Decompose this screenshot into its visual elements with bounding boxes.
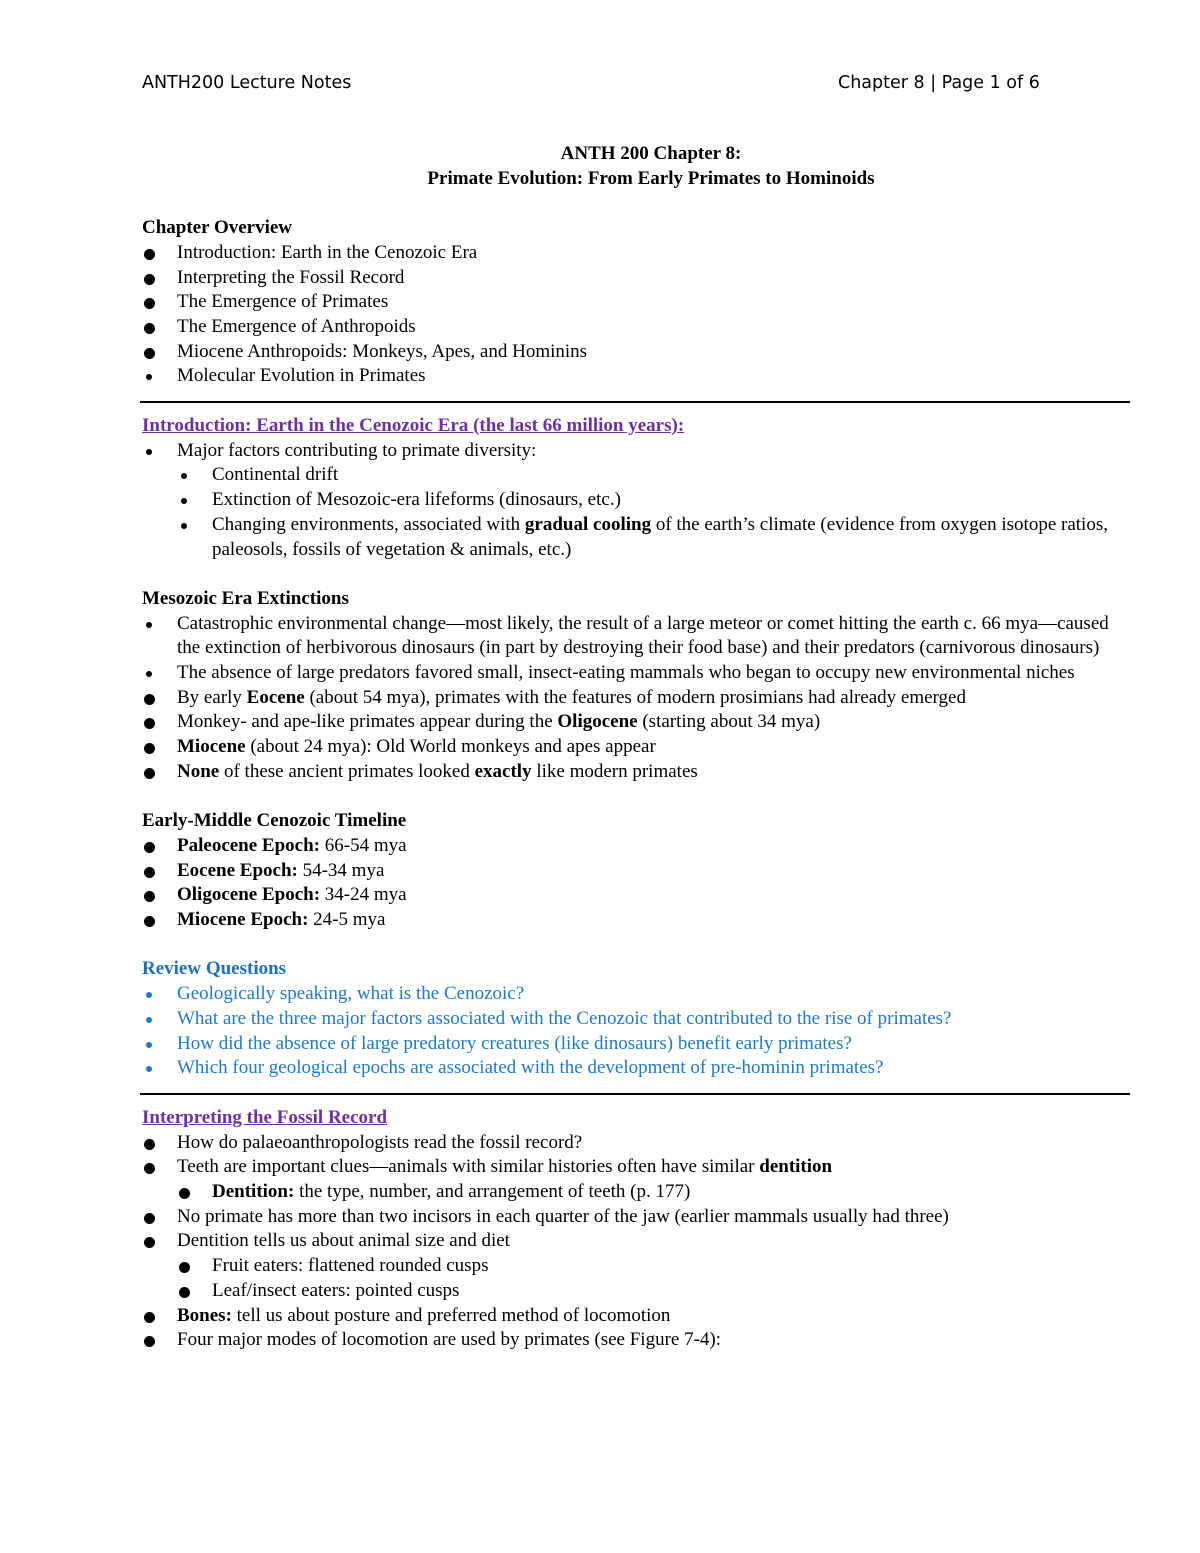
bullet-icon	[144, 743, 155, 754]
bullet-icon	[179, 1188, 190, 1199]
bullet-icon	[144, 916, 155, 927]
fossil-item: No primate has more than two incisors in each quarter of the jaw (earlier mammals usually had three)	[142, 1205, 1132, 1230]
document-body	[142, 142, 1132, 1353]
intro-subitem: Changing environments, associated with gradual cooling of the earth’s climate (evidence from oxygen isotope ratios, paleosols, fossils of vegetation & animals, etc.)	[142, 513, 1132, 562]
review-question: Geologically speaking, what is the Cenozoic?	[142, 982, 1132, 1007]
timeline-heading: Early-Middle Cenozoic Timeline	[142, 810, 407, 832]
fossil-heading-link[interactable]: Interpreting the Fossil Record	[142, 1106, 388, 1128]
extinctions-item: By early Eocene (about 54 mya), primates with the features of modern prosimians had already emerged	[142, 686, 1132, 711]
bullet-icon	[146, 1017, 152, 1023]
fossil-item: Dentition tells us about animal size and diet	[142, 1229, 1132, 1254]
intro-heading-link[interactable]: Introduction: Earth in the Cenozoic Era (the last 66 million years):	[142, 415, 685, 437]
review-question: Which four geological epochs are associated with the development of pre-hominin primates?	[142, 1056, 1132, 1081]
bullet-icon	[144, 1336, 155, 1347]
timeline-item: Paleocene Epoch: 66-54 mya	[142, 834, 1132, 859]
bullet-icon	[144, 1237, 155, 1248]
bullet-icon	[144, 891, 155, 902]
bullet-icon	[144, 842, 155, 853]
bullet-icon	[144, 1163, 155, 1174]
timeline-item: Oligocene Epoch: 34-24 mya	[142, 883, 1132, 908]
fossil-item: Four major modes of locomotion are used by primates (see Figure 7-4):	[142, 1328, 1132, 1353]
section-divider	[140, 1093, 1130, 1095]
extinctions-item: Miocene (about 24 mya): Old World monkeys and apes appear	[142, 735, 1132, 760]
fossil-list	[142, 1131, 1132, 1353]
overview-item: Interpreting the Fossil Record	[142, 266, 1132, 291]
bullet-icon	[144, 249, 155, 260]
bullet-icon	[146, 449, 152, 455]
bullet-icon	[181, 473, 187, 479]
review-heading: Review Questions	[142, 958, 287, 980]
fossil-subitem: Dentition: the type, number, and arrangement of teeth (p. 177)	[142, 1180, 1132, 1205]
intro-item: Major factors contributing to primate diversity:	[142, 439, 1132, 464]
bullet-icon	[146, 622, 152, 628]
bullet-icon	[144, 274, 155, 285]
extinctions-heading: Mesozoic Era Extinctions	[142, 587, 349, 609]
bullet-icon	[144, 1139, 155, 1150]
overview-item: The Emergence of Primates	[142, 290, 1132, 315]
section-divider	[140, 401, 1130, 403]
intro-subitem: Extinction of Mesozoic-era lifeforms (dinosaurs, etc.)	[142, 488, 1132, 513]
bullet-icon	[144, 694, 155, 705]
bullet-icon	[181, 523, 187, 529]
bullet-icon	[144, 1312, 155, 1323]
fossil-item: Bones: tell us about posture and preferred method of locomotion	[142, 1304, 1132, 1329]
bullet-icon	[146, 992, 152, 998]
fossil-item: How do palaeoanthropologists read the fossil record?	[142, 1131, 1132, 1156]
timeline-item: Miocene Epoch: 24-5 mya	[142, 908, 1132, 933]
intro-list	[142, 439, 1132, 563]
overview-heading: Chapter Overview	[142, 217, 293, 239]
review-list	[142, 982, 1132, 1081]
timeline-item: Eocene Epoch: 54-34 mya	[142, 859, 1132, 884]
bullet-icon	[146, 374, 152, 380]
fossil-subitem: Fruit eaters: flattened rounded cusps	[142, 1254, 1132, 1279]
extinctions-list	[142, 612, 1132, 785]
bullet-icon	[144, 867, 155, 878]
bullet-icon	[144, 768, 155, 779]
bullet-icon	[144, 298, 155, 309]
overview-item: Miocene Anthropoids: Monkeys, Apes, and Hominins	[142, 340, 1132, 365]
review-question: How did the absence of large predatory creatures (like dinosaurs) benefit early primates?	[142, 1032, 1132, 1057]
extinctions-item: Catastrophic environmental change—most likely, the result of a large meteor or comet hitting the earth c. 66 mya—caused the extinction of herbivorous dinosaurs (in part by destroying their food base) and their predators (carnivorous dinosaurs)	[142, 612, 1132, 661]
extinctions-item: The absence of large predators favored small, insect-eating mammals who began to occupy new environmental niches	[142, 661, 1132, 686]
overview-item: Introduction: Earth in the Cenozoic Era	[142, 241, 1132, 266]
bullet-icon	[144, 348, 155, 359]
bullet-icon	[146, 1066, 152, 1072]
bullet-icon	[146, 1042, 152, 1048]
doc-title-line2: Primate Evolution: From Early Primates to Hominoids	[427, 167, 875, 189]
extinctions-item: None of these ancient primates looked exactly like modern primates	[142, 760, 1132, 785]
overview-item: Molecular Evolution in Primates	[142, 364, 1132, 389]
timeline-list	[142, 834, 1132, 933]
bullet-icon	[179, 1262, 190, 1273]
bullet-icon	[179, 1287, 190, 1298]
intro-subitem: Continental drift	[142, 463, 1132, 488]
header-right: Chapter 8 | Page 1 of 6	[838, 73, 1040, 93]
bullet-icon	[144, 323, 155, 334]
bullet-icon	[146, 671, 152, 677]
overview-item: The Emergence of Anthropoids	[142, 315, 1132, 340]
fossil-item: Teeth are important clues—animals with similar histories often have similar dentition	[142, 1155, 1132, 1180]
fossil-subitem: Leaf/insect eaters: pointed cusps	[142, 1279, 1132, 1304]
overview-list	[142, 241, 1132, 389]
doc-title-line1: ANTH 200 Chapter 8:	[560, 143, 742, 164]
review-question: What are the three major factors associated with the Cenozoic that contributed to the rise of primates?	[142, 1007, 1132, 1032]
bullet-icon	[181, 498, 187, 504]
bullet-icon	[144, 718, 155, 729]
header-left: ANTH200 Lecture Notes	[142, 73, 352, 93]
extinctions-item: Monkey- and ape-like primates appear during the Oligocene (starting about 34 mya)	[142, 710, 1132, 735]
bullet-icon	[144, 1213, 155, 1224]
